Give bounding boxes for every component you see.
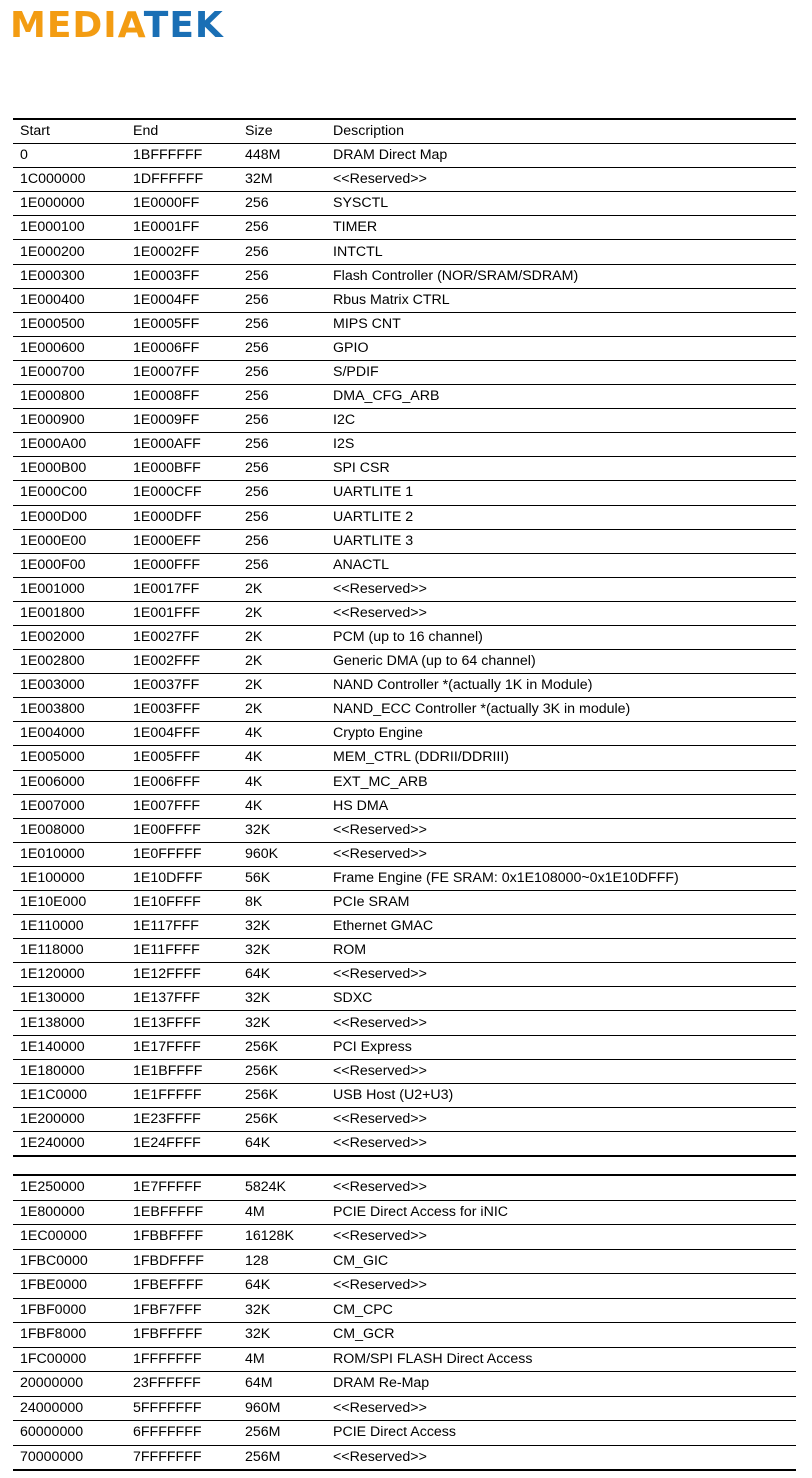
cell-description: <<Reserved>> bbox=[333, 1448, 427, 1465]
cell-size: 2K bbox=[245, 701, 263, 718]
cell-description: ROM bbox=[333, 942, 367, 959]
cell-description: <<Reserved>> bbox=[333, 1399, 427, 1416]
cell-end: 1E000BFF bbox=[133, 460, 201, 477]
cell-description: <<Reserved>> bbox=[333, 1277, 427, 1293]
cell-size: 32K bbox=[245, 1014, 271, 1031]
cell-start: 1E000300 bbox=[20, 267, 85, 284]
table-row bbox=[13, 1298, 796, 1323]
table-row bbox=[13, 866, 796, 890]
table-row bbox=[13, 1200, 796, 1225]
cell-size: 64K bbox=[245, 1277, 271, 1293]
cell-size: 32K bbox=[245, 1326, 271, 1342]
memory-map-body bbox=[13, 144, 796, 1156]
cell-start: 1E118000 bbox=[20, 942, 84, 959]
cell-size: 256K bbox=[245, 1062, 279, 1079]
cell-start: 0 bbox=[20, 147, 28, 164]
table-row bbox=[13, 770, 796, 794]
cell-start: 1E006000 bbox=[20, 773, 85, 790]
mediatek-logo: MEDIATEK bbox=[10, 5, 224, 46]
cell-end: 1E137FFF bbox=[133, 990, 201, 1007]
cell-end: 1E10DFFF bbox=[133, 869, 203, 886]
cell-start: 1C000000 bbox=[20, 171, 86, 188]
cell-description: PCM (up to 16 channel) bbox=[333, 629, 483, 646]
cell-end: 5FFFFFFF bbox=[133, 1399, 202, 1416]
table-row bbox=[13, 818, 796, 842]
table-row bbox=[13, 1372, 796, 1397]
cell-description: <<Reserved>> bbox=[333, 821, 427, 838]
cell-end: 1E004FFF bbox=[133, 725, 201, 742]
cell-end: 1FBDFFFF bbox=[133, 1252, 204, 1269]
table-row bbox=[13, 385, 796, 409]
cell-size: 256 bbox=[245, 363, 269, 380]
cell-start: 1E003000 bbox=[20, 677, 85, 694]
cell-size: 16128K bbox=[245, 1228, 294, 1244]
cell-end: 1E117FFF bbox=[133, 918, 199, 935]
table-row bbox=[13, 1323, 796, 1348]
cell-start: 1E000E00 bbox=[20, 532, 87, 549]
cell-size: 256 bbox=[245, 460, 269, 477]
table-row bbox=[13, 312, 796, 336]
cell-end: 1DFFFFFF bbox=[133, 171, 204, 188]
table-row bbox=[13, 1445, 796, 1470]
cell-start: 1E007000 bbox=[20, 797, 85, 814]
cell-end: 1E0002FF bbox=[133, 243, 200, 260]
cell-end: 1E002FFF bbox=[133, 653, 201, 670]
cell-size: 256M bbox=[245, 1424, 281, 1440]
cell-description: PCIE Direct Access for iNIC bbox=[333, 1203, 509, 1220]
cell-start: 1E138000 bbox=[20, 1014, 85, 1031]
cell-end: 1E7FFFFF bbox=[133, 1179, 202, 1195]
cell-description: PCI Express bbox=[333, 1038, 412, 1055]
table-header-row bbox=[13, 119, 796, 144]
cell-description: <<Reserved>> bbox=[333, 580, 427, 597]
cell-description: <<Reserved>> bbox=[333, 966, 427, 983]
cell-size: 256 bbox=[245, 484, 269, 501]
cell-start: 1E100000 bbox=[20, 869, 85, 886]
cell-start: 1FBE0000 bbox=[20, 1277, 88, 1293]
cell-start: 1E130000 bbox=[20, 990, 85, 1007]
cell-size: 2K bbox=[245, 629, 263, 646]
cell-start: 1E000C00 bbox=[20, 484, 88, 501]
cell-description: Generic DMA (up to 64 channel) bbox=[333, 653, 536, 670]
cell-size: 32K bbox=[245, 1301, 271, 1318]
memory-map-table bbox=[13, 118, 796, 1157]
cell-start: 1E001800 bbox=[20, 604, 85, 621]
cell-start: 1E120000 bbox=[20, 966, 85, 983]
cell-end: 1E0008FF bbox=[133, 388, 200, 405]
cell-size: 5824K bbox=[245, 1179, 287, 1195]
cell-description: PCIE Direct Access bbox=[333, 1424, 456, 1440]
cell-end: 7FFFFFFF bbox=[133, 1448, 202, 1465]
cell-description: Ethernet GMAC bbox=[333, 918, 434, 935]
cell-start: 1E001000 bbox=[20, 580, 85, 597]
cell-description: <<Reserved>> bbox=[333, 1228, 427, 1244]
cell-start: 1E000100 bbox=[20, 219, 85, 236]
cell-size: 4K bbox=[245, 725, 263, 742]
table-row bbox=[13, 1035, 796, 1059]
cell-start: 1E10E000 bbox=[20, 894, 87, 911]
table-row bbox=[13, 1011, 796, 1035]
cell-description: DMA_CFG_ARB bbox=[333, 388, 440, 405]
cell-size: 32K bbox=[245, 918, 271, 935]
cell-description: <<Reserved>> bbox=[333, 1014, 427, 1031]
table-row bbox=[13, 674, 796, 698]
cell-size: 4M bbox=[245, 1350, 265, 1367]
cell-size: 256 bbox=[245, 532, 269, 549]
cell-end: 1E0FFFFF bbox=[133, 845, 202, 862]
table-row bbox=[13, 794, 796, 818]
table-row bbox=[13, 1396, 796, 1421]
table-row bbox=[13, 433, 796, 457]
cell-size: 256 bbox=[245, 195, 269, 212]
cell-start: 1FBF8000 bbox=[20, 1326, 87, 1342]
cell-description: ROM/SPI FLASH Direct Access bbox=[333, 1350, 533, 1367]
cell-description: GPIO bbox=[333, 339, 369, 356]
cell-description: SPI CSR bbox=[333, 460, 390, 477]
cell-size: 128 bbox=[245, 1252, 269, 1269]
cell-start: 1FBF0000 bbox=[20, 1301, 87, 1318]
cell-start: 1E008000 bbox=[20, 821, 85, 838]
cell-end: 1FFFFFFF bbox=[133, 1350, 202, 1367]
table-row bbox=[13, 963, 796, 987]
cell-start: 1E000D00 bbox=[20, 508, 88, 525]
cell-start: 20000000 bbox=[20, 1375, 84, 1391]
table-row bbox=[13, 842, 796, 866]
cell-size: 256M bbox=[245, 1448, 281, 1465]
cell-end: 1E000EFF bbox=[133, 532, 201, 549]
cell-start: 1E000A00 bbox=[20, 436, 87, 453]
table-row bbox=[13, 891, 796, 915]
cell-size: 2K bbox=[245, 604, 263, 621]
cell-start: 60000000 bbox=[20, 1424, 84, 1440]
cell-size: 960K bbox=[245, 845, 279, 862]
header-size: Size bbox=[245, 123, 273, 140]
cell-size: 256 bbox=[245, 412, 269, 429]
cell-start: 1E000900 bbox=[20, 412, 85, 429]
cell-description: Frame Engine (FE SRAM: 0x1E108000~0x1E10DFFF) bbox=[333, 869, 679, 886]
cell-start: 1E200000 bbox=[20, 1110, 85, 1127]
cell-size: 4K bbox=[245, 773, 263, 790]
header-start: Start bbox=[20, 123, 50, 140]
cell-start: 1FBC0000 bbox=[20, 1252, 88, 1269]
cell-size: 2K bbox=[245, 653, 263, 670]
cell-description: I2S bbox=[333, 436, 355, 453]
cell-description: PCIe SRAM bbox=[333, 894, 410, 911]
cell-size: 4K bbox=[245, 749, 263, 766]
cell-description: CM_CPC bbox=[333, 1301, 393, 1318]
cell-start: 1E003800 bbox=[20, 701, 85, 718]
cell-start: 1E005000 bbox=[20, 749, 85, 766]
cell-start: 1E240000 bbox=[20, 1134, 85, 1151]
cell-description: S/PDIF bbox=[333, 363, 379, 380]
cell-end: 1FBBFFFF bbox=[133, 1228, 204, 1244]
cell-description: <<Reserved>> bbox=[333, 845, 427, 862]
cell-size: 64M bbox=[245, 1375, 273, 1391]
cell-description: HS DMA bbox=[333, 797, 389, 814]
cell-end: 1E000FFF bbox=[133, 556, 201, 573]
cell-end: 1E0000FF bbox=[133, 195, 200, 212]
table-row bbox=[13, 264, 796, 288]
table-row bbox=[13, 360, 796, 384]
cell-end: 1FBF7FFF bbox=[133, 1301, 202, 1318]
table-row bbox=[13, 1225, 796, 1250]
cell-start: 1E800000 bbox=[20, 1203, 85, 1220]
cell-description: UARTLITE 2 bbox=[333, 508, 414, 525]
header-description: Description bbox=[333, 123, 404, 140]
table-row bbox=[13, 939, 796, 963]
cell-start: 1EC00000 bbox=[20, 1228, 88, 1244]
cell-start: 1E000B00 bbox=[20, 460, 87, 477]
cell-description: MEM_CTRL (DDRII/DDRIII) bbox=[333, 749, 510, 766]
cell-description: <<Reserved>> bbox=[333, 1179, 427, 1195]
table-row bbox=[13, 1175, 796, 1200]
cell-size: 4M bbox=[245, 1203, 265, 1220]
cell-size: 448M bbox=[245, 147, 281, 164]
table-row bbox=[13, 698, 796, 722]
cell-description: NAND_ECC Controller *(actually 3K in module) bbox=[333, 701, 631, 718]
cell-start: 1E002800 bbox=[20, 653, 85, 670]
cell-description: DRAM Re-Map bbox=[333, 1375, 430, 1391]
cell-start: 1E004000 bbox=[20, 725, 85, 742]
cell-size: 256 bbox=[245, 291, 269, 308]
cell-size: 256 bbox=[245, 339, 269, 356]
cell-description: <<Reserved>> bbox=[333, 1062, 427, 1079]
cell-start: 1E010000 bbox=[20, 845, 85, 862]
cell-description: <<Reserved>> bbox=[333, 604, 427, 621]
cell-end: 1E000AFF bbox=[133, 436, 201, 453]
table-row bbox=[13, 1083, 796, 1107]
cell-end: 1E007FFF bbox=[133, 797, 201, 814]
cell-size: 64K bbox=[245, 1134, 271, 1151]
cell-start: 1E1C0000 bbox=[20, 1086, 88, 1103]
memory-map-body-continued bbox=[13, 1175, 796, 1470]
cell-description: SYSCTL bbox=[333, 195, 389, 212]
cell-description: ANACTL bbox=[333, 556, 389, 573]
cell-size: 960M bbox=[245, 1399, 281, 1416]
cell-size: 256 bbox=[245, 315, 269, 332]
cell-size: 256 bbox=[245, 508, 269, 525]
cell-start: 24000000 bbox=[20, 1399, 84, 1416]
cell-start: 1E002000 bbox=[20, 629, 85, 646]
table-row bbox=[13, 457, 796, 481]
table-row bbox=[13, 1059, 796, 1083]
cell-size: 2K bbox=[245, 580, 263, 597]
cell-size: 256K bbox=[245, 1086, 279, 1103]
cell-size: 256 bbox=[245, 388, 269, 405]
table-row bbox=[13, 987, 796, 1011]
table-row bbox=[13, 168, 796, 192]
cell-description: UARTLITE 3 bbox=[333, 532, 414, 549]
cell-start: 1E140000 bbox=[20, 1038, 85, 1055]
cell-start: 1E000400 bbox=[20, 291, 85, 308]
cell-description: DRAM Direct Map bbox=[333, 147, 448, 164]
cell-start: 1FC00000 bbox=[20, 1350, 87, 1367]
cell-start: 1E110000 bbox=[20, 918, 84, 935]
cell-description: Flash Controller (NOR/SRAM/SDRAM) bbox=[333, 267, 579, 284]
cell-start: 1E000500 bbox=[20, 315, 85, 332]
table-row bbox=[13, 915, 796, 939]
table-row bbox=[13, 505, 796, 529]
table-row bbox=[13, 1347, 796, 1372]
cell-description: NAND Controller *(actually 1K in Module) bbox=[333, 677, 593, 694]
cell-description: USB Host (U2+U3) bbox=[333, 1086, 454, 1103]
cell-end: 23FFFFFF bbox=[133, 1375, 201, 1391]
table-row bbox=[13, 529, 796, 553]
cell-size: 32M bbox=[245, 171, 273, 188]
cell-end: 1E0027FF bbox=[133, 629, 200, 646]
table-row bbox=[13, 722, 796, 746]
cell-start: 1E000800 bbox=[20, 388, 85, 405]
table-row bbox=[13, 216, 796, 240]
cell-end: 1E0004FF bbox=[133, 291, 200, 308]
cell-start: 1E000600 bbox=[20, 339, 85, 356]
cell-end: 1E0017FF bbox=[133, 580, 200, 597]
table-row bbox=[13, 746, 796, 770]
cell-end: 1E0007FF bbox=[133, 363, 200, 380]
cell-end: 1EBFFFFF bbox=[133, 1203, 204, 1220]
cell-description: <<Reserved>> bbox=[333, 1110, 427, 1127]
cell-size: 256 bbox=[245, 556, 269, 573]
cell-end: 1E00FFFF bbox=[133, 821, 201, 838]
cell-start: 1E000F00 bbox=[20, 556, 86, 573]
memory-map-table-continued bbox=[13, 1174, 796, 1471]
cell-description: TIMER bbox=[333, 219, 378, 236]
cell-start: 70000000 bbox=[20, 1448, 84, 1465]
cell-end: 1E10FFFF bbox=[133, 894, 201, 911]
cell-end: 1E0037FF bbox=[133, 677, 200, 694]
table-row bbox=[13, 553, 796, 577]
cell-size: 256 bbox=[245, 219, 269, 236]
cell-size: 32K bbox=[245, 942, 271, 959]
cell-end: 1E0005FF bbox=[133, 315, 200, 332]
cell-description: CM_GCR bbox=[333, 1326, 395, 1342]
cell-end: 1E24FFFF bbox=[133, 1134, 201, 1151]
cell-end: 1E0003FF bbox=[133, 267, 200, 284]
header-end: End bbox=[133, 123, 159, 140]
cell-description: MIPS CNT bbox=[333, 315, 401, 332]
cell-size: 256 bbox=[245, 243, 269, 260]
cell-size: 64K bbox=[245, 966, 271, 983]
cell-end: 1E001FFF bbox=[133, 604, 201, 621]
cell-end: 1E0001FF bbox=[133, 219, 200, 236]
cell-description: INTCTL bbox=[333, 243, 383, 260]
cell-end: 1E1BFFFF bbox=[133, 1062, 203, 1079]
table-row bbox=[13, 1107, 796, 1131]
table-row bbox=[13, 336, 796, 360]
cell-start: 1E250000 bbox=[20, 1179, 85, 1195]
cell-description: CM_GIC bbox=[333, 1252, 389, 1269]
cell-end: 1E1FFFFF bbox=[133, 1086, 202, 1103]
cell-end: 1E000CFF bbox=[133, 484, 202, 501]
table-row bbox=[13, 240, 796, 264]
cell-size: 2K bbox=[245, 677, 263, 694]
table-row bbox=[13, 1274, 796, 1299]
table-row bbox=[13, 409, 796, 433]
cell-size: 4K bbox=[245, 797, 263, 814]
cell-description: <<Reserved>> bbox=[333, 1134, 427, 1151]
table-row bbox=[13, 144, 796, 168]
table-row bbox=[13, 1249, 796, 1274]
cell-end: 1BFFFFFF bbox=[133, 147, 203, 164]
cell-end: 1E13FFFF bbox=[133, 1014, 201, 1031]
table-row bbox=[13, 481, 796, 505]
table-row bbox=[13, 1131, 796, 1156]
cell-start: 1E000200 bbox=[20, 243, 85, 260]
cell-end: 1E11FFFF bbox=[133, 942, 200, 959]
cell-size: 256 bbox=[245, 267, 269, 284]
cell-end: 1E000DFF bbox=[133, 508, 202, 525]
cell-end: 1E005FFF bbox=[133, 749, 201, 766]
cell-size: 8K bbox=[245, 894, 263, 911]
table-row bbox=[13, 288, 796, 312]
cell-start: 1E180000 bbox=[20, 1062, 85, 1079]
cell-end: 1E006FFF bbox=[133, 773, 201, 790]
cell-end: 1E23FFFF bbox=[133, 1110, 201, 1127]
cell-description: <<Reserved>> bbox=[333, 171, 427, 188]
table-row bbox=[13, 192, 796, 216]
cell-start: 1E000700 bbox=[20, 363, 85, 380]
table-row bbox=[13, 625, 796, 649]
cell-end: 1E17FFFF bbox=[133, 1038, 201, 1055]
cell-description: I2C bbox=[333, 412, 356, 429]
table-row bbox=[13, 650, 796, 674]
cell-description: Rbus Matrix CTRL bbox=[333, 291, 450, 308]
cell-size: 32K bbox=[245, 821, 271, 838]
cell-description: EXT_MC_ARB bbox=[333, 773, 428, 790]
cell-size: 256K bbox=[245, 1038, 279, 1055]
cell-size: 56K bbox=[245, 869, 271, 886]
cell-size: 256K bbox=[245, 1110, 279, 1127]
cell-start: 1E000000 bbox=[20, 195, 85, 212]
cell-end: 1E0006FF bbox=[133, 339, 200, 356]
cell-end: 1E12FFFF bbox=[133, 966, 201, 983]
cell-description: UARTLITE 1 bbox=[333, 484, 414, 501]
cell-size: 32K bbox=[245, 990, 271, 1007]
cell-end: 1E003FFF bbox=[133, 701, 201, 718]
table-row bbox=[13, 577, 796, 601]
cell-end: 1FBFFFFF bbox=[133, 1326, 203, 1342]
cell-end: 1FBEFFFF bbox=[133, 1277, 204, 1293]
table-row bbox=[13, 1421, 796, 1446]
cell-end: 6FFFFFFF bbox=[133, 1424, 202, 1440]
table-row bbox=[13, 601, 796, 625]
cell-description: Crypto Engine bbox=[333, 725, 423, 742]
cell-size: 256 bbox=[245, 436, 269, 453]
cell-description: SDXC bbox=[333, 990, 373, 1007]
cell-end: 1E0009FF bbox=[133, 412, 200, 429]
